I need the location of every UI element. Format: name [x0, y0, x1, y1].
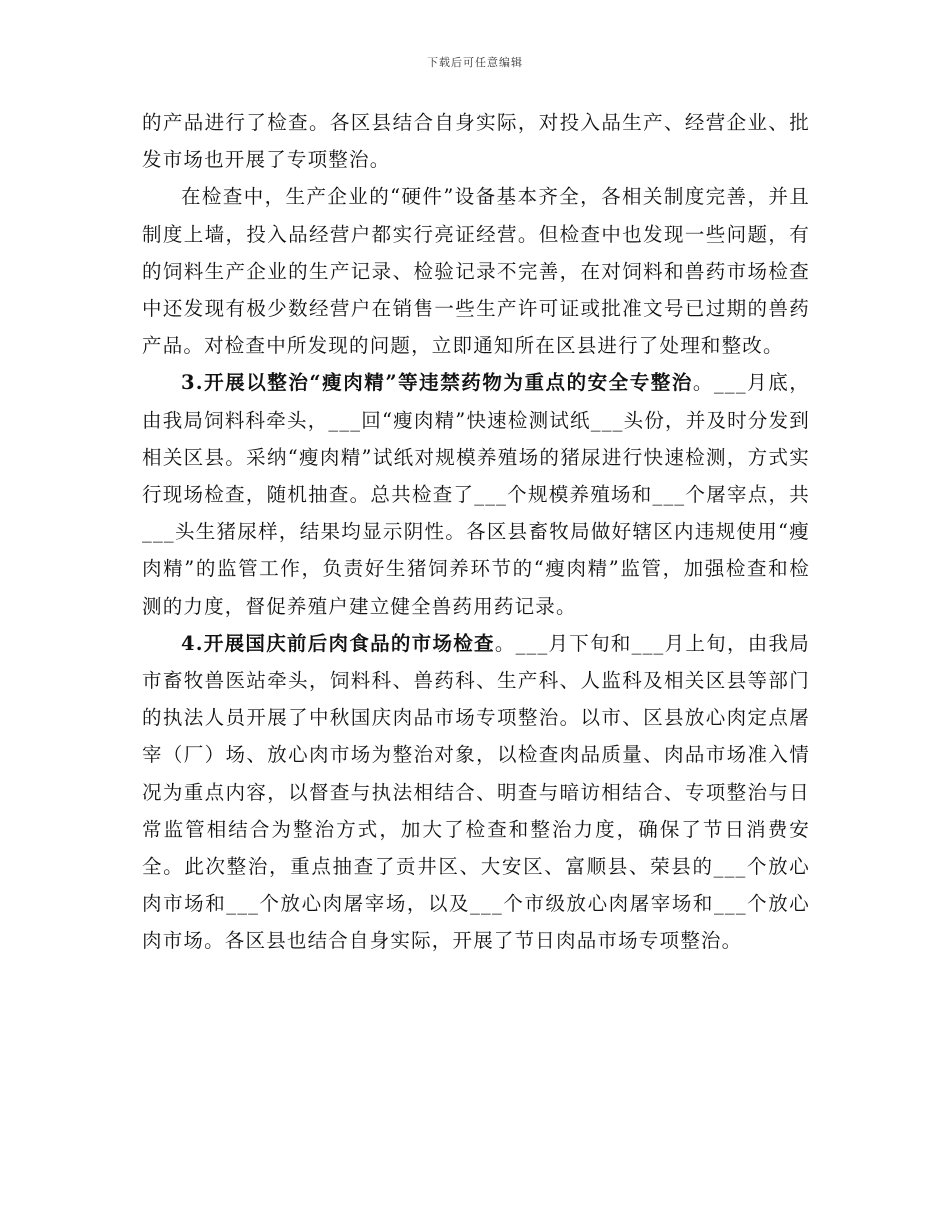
- page-header: 下载后可任意编辑: [427, 56, 523, 69]
- section-4-heading: 4.开展国庆前后肉食品的市场检查: [181, 631, 495, 655]
- paragraph-continuation: [142, 104, 810, 178]
- section-3-heading: 3.开展以整治“瘦肉精”等违禁药物为重点的安全专整治: [181, 371, 693, 395]
- paragraph-section-4: [142, 625, 810, 960]
- paragraph-text: 在检查中，生产企业的“硬件”设备基本齐全，各相关制度完善，并且制度上墙，投入品经营户都实行亮证经营。但检查中也发现一些问题，有的饲料生产企业的生产记录、检验记录不完善，在对饲料和兽药市场检查中还发现有极少数经营户在销售一些生产许可证或批准文号已过期的兽药产品。对检查中所发现的问题，立即通知所在区县进行了处理和整改。: [142, 185, 810, 358]
- paragraph-text: 。___月下旬和___月上旬，由我局市畜牧兽医站牵头，饲料科、兽药科、生产科、人监科及相关区县等部门的执法人员开展了中秋国庆肉品市场专项整治。以市、区县放心肉定点屠宰（厂）场、放心肉市场为整治对象，以检查肉品质量、肉品市场准入情况为重点内容，以督查与执法相结合、明查与暗访相结合、专项整治与日常监管相结合为整治方式，加大了检查和整治力度，确保了节日消费安全。此次整治，重点抽查了贡井区、大安区、富顺县、荣县的___个放心肉市场和___个放心肉屠宰场，以及___个市级放心肉屠宰场和___个放心肉市场。各区县也结合自身实际，开展了节日肉品市场专项整治。: [142, 631, 810, 953]
- paragraph-text: 。___月底，由我局饲料科牵头，___回“瘦肉精”快速检测试纸___头份，并及时分发到相关区县。采纳“瘦肉精”试纸对规模养殖场的猪尿进行快速检测，方式实行现场检查，随机抽查。总共检查了___个规模养殖场和___个屠宰点，共___头生猪尿样，结果均显示阴性。各区县畜牧局做好辖区内违规使用“瘦肉精”的监管工作，负责好生猪饲养环节的“瘦肉精”监管，加强检查和检测的力度，督促养殖户建立健全兽药用药记录。: [142, 371, 810, 618]
- paragraph-text: 的产品进行了检查。各区县结合自身实际，对投入品生产、经营企业、批发市场也开展了专项整治。: [142, 111, 810, 172]
- paragraph-inspection-findings: [142, 178, 810, 364]
- document-body: [142, 104, 810, 960]
- paragraph-section-3: [142, 364, 810, 624]
